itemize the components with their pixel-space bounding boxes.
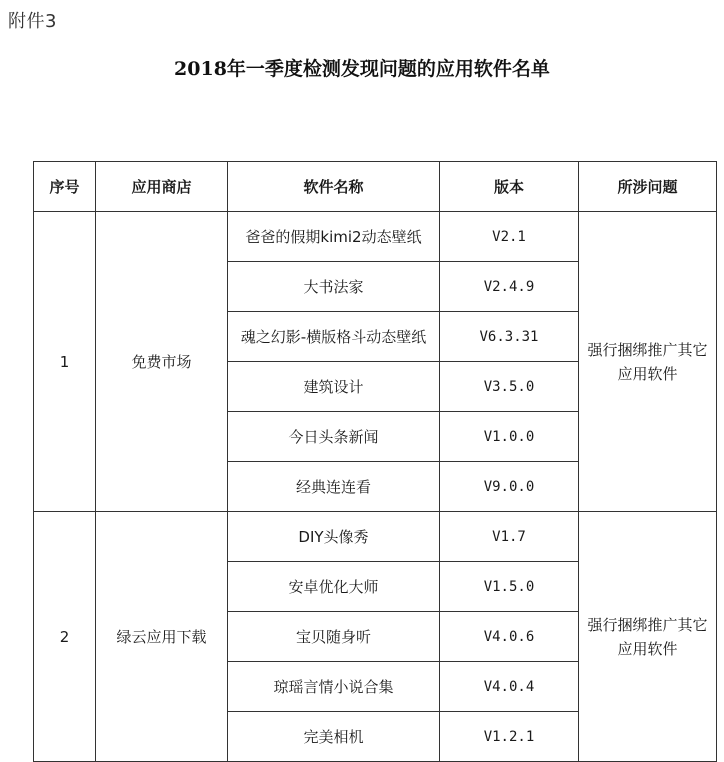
header-store: 应用商店 [96,162,228,212]
store-cell: 免费市场 [96,212,228,512]
header-index: 序号 [34,162,96,212]
issue-cell: 强行捆绑推广其它应用软件 [579,212,717,512]
app-name-cell: 今日头条新闻 [228,412,440,462]
version-cell: V2.4.9 [440,262,579,312]
version-cell: V3.5.0 [440,362,579,412]
version-cell: V6.3.31 [440,312,579,362]
app-list-table [33,161,717,762]
attachment-label: 附件3 [8,11,57,32]
app-name-cell: 安卓优化大师 [228,562,440,612]
app-name-cell: DIY头像秀 [228,512,440,562]
document-title: 2018年一季度检测发现问题的应用软件名单 [174,58,550,80]
version-cell: V2.1 [440,212,579,262]
version-cell: V9.0.0 [440,462,579,512]
app-name-cell: 经典连连看 [228,462,440,512]
app-name-cell: 大书法家 [228,262,440,312]
version-cell: V1.0.0 [440,412,579,462]
app-name-cell: 爸爸的假期kimi2动态壁纸 [228,212,440,262]
version-cell: V1.5.0 [440,562,579,612]
table-row [34,212,717,262]
issue-cell: 强行捆绑推广其它应用软件 [579,512,717,762]
group-index-cell: 2 [34,512,96,762]
app-name-cell: 琼瑶言情小说合集 [228,662,440,712]
version-cell: V4.0.6 [440,612,579,662]
table-header-row [34,162,717,212]
version-cell: V1.7 [440,512,579,562]
version-cell: V1.2.1 [440,712,579,762]
store-cell: 绿云应用下载 [96,512,228,762]
app-name-cell: 魂之幻影-横版格斗动态壁纸 [228,312,440,362]
version-cell: V4.0.4 [440,662,579,712]
group-index-cell: 1 [34,212,96,512]
header-issue: 所涉问题 [579,162,717,212]
app-name-cell: 宝贝随身听 [228,612,440,662]
app-name-cell: 建筑设计 [228,362,440,412]
table-row [34,512,717,562]
header-app-name: 软件名称 [228,162,440,212]
app-name-cell: 完美相机 [228,712,440,762]
header-version: 版本 [440,162,579,212]
